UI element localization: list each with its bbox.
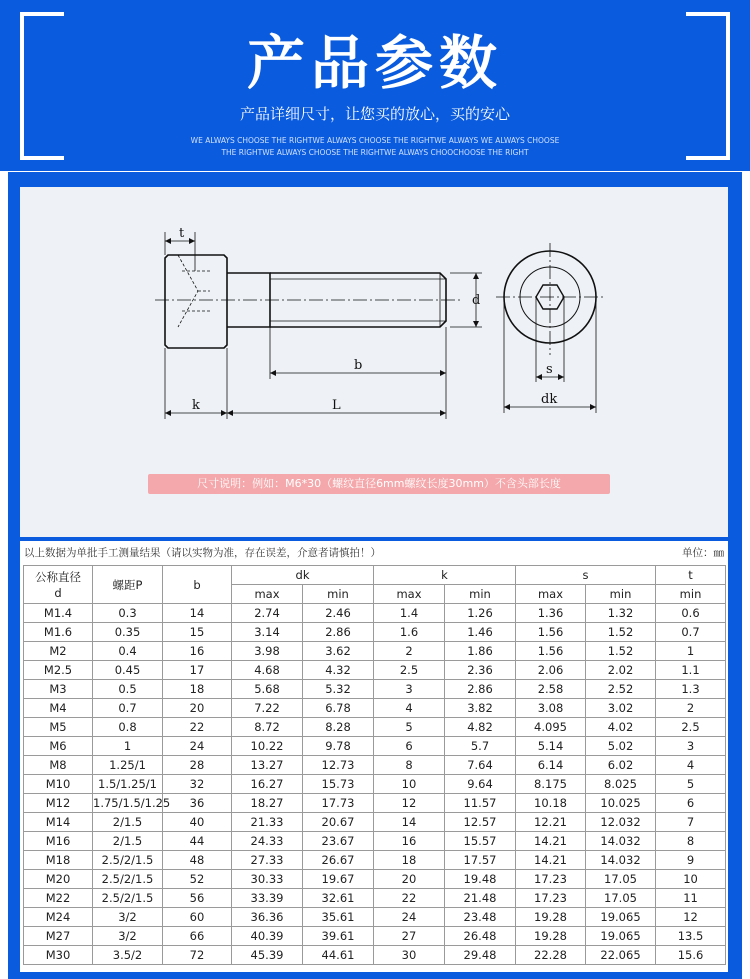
table-cell: 3/2 (93, 908, 163, 927)
table-cell: M6 (24, 737, 93, 756)
table-cell: 8.72 (232, 718, 303, 737)
table-cell: 2.36 (445, 661, 516, 680)
table-cell: M8 (24, 756, 93, 775)
table-cell: 18.27 (232, 794, 303, 813)
table-cell: 1.52 (586, 642, 656, 661)
table-cell: 2.86 (445, 680, 516, 699)
header-k-min: min (445, 585, 516, 604)
measurement-disclaimer: 以上数据为单批手工测量结果（请以实物为准，存在误差，介意者请慎拍！） (24, 547, 381, 559)
table-cell: 0.35 (93, 623, 163, 642)
table-cell: 10 (374, 775, 445, 794)
table-cell: 2.5 (656, 718, 726, 737)
table-cell: 4.82 (445, 718, 516, 737)
table-cell: 28 (163, 756, 232, 775)
table-cell: 36 (163, 794, 232, 813)
page-subtitle: 产品详细尺寸，让您买的放心，买的安心 (239, 105, 510, 123)
table-row (24, 642, 726, 661)
table-cell: 12 (656, 908, 726, 927)
table-cell: 72 (163, 946, 232, 965)
table-cell: 1.5/1.25/1 (93, 775, 163, 794)
table-cell: 14.21 (516, 832, 586, 851)
table-cell: 0.4 (93, 642, 163, 661)
table-cell: 0.3 (93, 604, 163, 623)
table-cell: 0.5 (93, 680, 163, 699)
table-cell: 33.39 (232, 889, 303, 908)
table-row (24, 756, 726, 775)
table-cell: 3 (656, 737, 726, 756)
table-cell: 2.58 (516, 680, 586, 699)
table-cell: 20 (374, 870, 445, 889)
table-cell: M18 (24, 851, 93, 870)
table-cell: 6 (374, 737, 445, 756)
table-cell: 12.032 (586, 813, 656, 832)
table-cell: 19.28 (516, 908, 586, 927)
table-cell: M12 (24, 794, 93, 813)
table-row (24, 718, 726, 737)
table-cell: 2/1.5 (93, 813, 163, 832)
table-cell: M20 (24, 870, 93, 889)
table-cell: 5.32 (303, 680, 374, 699)
table-cell: 22.065 (586, 946, 656, 965)
table-cell: 5.14 (516, 737, 586, 756)
table-row (24, 813, 726, 832)
table-cell: 2.5 (374, 661, 445, 680)
header-t: t (656, 566, 726, 585)
header-s: s (516, 566, 656, 585)
page-title: 产品参数 (246, 29, 503, 97)
table-cell: 9.78 (303, 737, 374, 756)
table-cell: 40.39 (232, 927, 303, 946)
table-cell: 23.48 (445, 908, 516, 927)
table-cell: 17.57 (445, 851, 516, 870)
table-cell: 12.21 (516, 813, 586, 832)
table-cell: 60 (163, 908, 232, 927)
table-cell: 21.33 (232, 813, 303, 832)
table-cell: 52 (163, 870, 232, 889)
table-cell: 24 (163, 737, 232, 756)
table-cell: M2.5 (24, 661, 93, 680)
header-pitch: 螺距P (93, 566, 163, 604)
table-cell: 1 (93, 737, 163, 756)
table-cell: 16 (163, 642, 232, 661)
table-cell: 3.98 (232, 642, 303, 661)
table-cell: 29.48 (445, 946, 516, 965)
table-row (24, 623, 726, 642)
table-cell: 1.1 (656, 661, 726, 680)
table-cell: 26.48 (445, 927, 516, 946)
dim-label-L: L (332, 398, 341, 413)
table-cell: 13.27 (232, 756, 303, 775)
table-cell: 22 (374, 889, 445, 908)
table-cell: 17.73 (303, 794, 374, 813)
table-cell: 35.61 (303, 908, 374, 927)
table-cell: 7.22 (232, 699, 303, 718)
table-cell: 1.3 (656, 680, 726, 699)
table-cell: 5.7 (445, 737, 516, 756)
spec-table-body (24, 604, 726, 965)
table-cell: 30.33 (232, 870, 303, 889)
table-row (24, 927, 726, 946)
table-cell: 1 (656, 642, 726, 661)
table-cell: M4 (24, 699, 93, 718)
table-cell: 18 (163, 680, 232, 699)
table-cell: 1.32 (586, 604, 656, 623)
table-cell: 15.57 (445, 832, 516, 851)
table-row (24, 699, 726, 718)
table-cell: 1.56 (516, 623, 586, 642)
header-k: k (374, 566, 516, 585)
table-cell: 19.48 (445, 870, 516, 889)
dim-label-dk: dk (541, 392, 558, 407)
table-cell: 1.25/1 (93, 756, 163, 775)
table-cell: 2.5/2/1.5 (93, 889, 163, 908)
table-cell: 12 (374, 794, 445, 813)
table-cell: M10 (24, 775, 93, 794)
table-cell: 12.57 (445, 813, 516, 832)
spec-table (23, 565, 726, 965)
table-cell: 2.52 (586, 680, 656, 699)
table-cell: 1.56 (516, 642, 586, 661)
table-cell: 2/1.5 (93, 832, 163, 851)
screw-head-outline (165, 255, 227, 348)
table-cell: 0.7 (656, 623, 726, 642)
table-cell: 14 (374, 813, 445, 832)
table-cell: 17 (163, 661, 232, 680)
dim-label-k: k (192, 398, 200, 413)
table-row (24, 775, 726, 794)
table-cell: 1.86 (445, 642, 516, 661)
table-cell: 3 (374, 680, 445, 699)
table-cell: 2.06 (516, 661, 586, 680)
header-t-min: min (656, 585, 726, 604)
table-cell: 4.32 (303, 661, 374, 680)
table-cell: 17.23 (516, 870, 586, 889)
table-cell: 44 (163, 832, 232, 851)
english-tagline-1: WE ALWAYS CHOOSE THE RIGHTWE ALWAYS CHOOSE THE RIGHTWE ALWAYS WE ALWAYS CHOOSE (190, 136, 560, 145)
table-cell: 1.46 (445, 623, 516, 642)
table-cell: M16 (24, 832, 93, 851)
table-cell: 8.175 (516, 775, 586, 794)
table-cell: 2.74 (232, 604, 303, 623)
header-spec: 公称直径 d (24, 566, 93, 604)
table-cell: 19.065 (586, 927, 656, 946)
spec-table-section (20, 541, 728, 972)
table-cell: 10.18 (516, 794, 586, 813)
table-cell: 17.05 (586, 889, 656, 908)
table-cell: 1.26 (445, 604, 516, 623)
table-cell: 30 (374, 946, 445, 965)
table-cell: 32 (163, 775, 232, 794)
table-cell: 8.025 (586, 775, 656, 794)
table-cell: 24 (374, 908, 445, 927)
size-note-banner: 尺寸说明：例如：M6*30（螺纹直径6mm螺纹长度30mm）不含头部长度 (148, 474, 610, 494)
table-cell: 23.67 (303, 832, 374, 851)
table-cell: 7.64 (445, 756, 516, 775)
header-dk: dk (232, 566, 374, 585)
table-cell: 11.57 (445, 794, 516, 813)
table-cell: 13.5 (656, 927, 726, 946)
dim-label-s: s (546, 362, 553, 377)
table-cell: 10.025 (586, 794, 656, 813)
table-cell: 2.5/2/1.5 (93, 870, 163, 889)
table-cell: 1.36 (516, 604, 586, 623)
table-cell: 20.67 (303, 813, 374, 832)
table-row (24, 851, 726, 870)
table-cell: 14.21 (516, 851, 586, 870)
table-cell: 1.4 (374, 604, 445, 623)
table-cell: 12.73 (303, 756, 374, 775)
table-cell: 22 (163, 718, 232, 737)
table-row (24, 870, 726, 889)
table-cell: 15.6 (656, 946, 726, 965)
table-row (24, 946, 726, 965)
table-cell: 3.5/2 (93, 946, 163, 965)
table-cell: 5 (374, 718, 445, 737)
table-cell: M22 (24, 889, 93, 908)
table-cell: 19.065 (586, 908, 656, 927)
header-dk-max: max (232, 585, 303, 604)
header-b: b (163, 566, 232, 604)
table-cell: 40 (163, 813, 232, 832)
table-cell: 19.67 (303, 870, 374, 889)
table-cell: 0.45 (93, 661, 163, 680)
table-cell: 56 (163, 889, 232, 908)
dim-label-d: d (472, 293, 481, 308)
table-cell: 10.22 (232, 737, 303, 756)
table-cell: 10 (656, 870, 726, 889)
table-cell: 2.46 (303, 604, 374, 623)
table-cell: 17.05 (586, 870, 656, 889)
table-cell: M3 (24, 680, 93, 699)
table-row (24, 661, 726, 680)
table-cell: 19.28 (516, 927, 586, 946)
header-banner (0, 0, 750, 171)
table-cell: 2.02 (586, 661, 656, 680)
table-cell: 15.73 (303, 775, 374, 794)
table-row (24, 832, 726, 851)
table-cell: 26.67 (303, 851, 374, 870)
header-s-max: max (516, 585, 586, 604)
table-row (24, 737, 726, 756)
table-cell: 4.68 (232, 661, 303, 680)
table-cell: 66 (163, 927, 232, 946)
table-cell: 9.64 (445, 775, 516, 794)
table-cell: M2 (24, 642, 93, 661)
table-cell: 39.61 (303, 927, 374, 946)
table-cell: 3/2 (93, 927, 163, 946)
table-cell: 0.6 (656, 604, 726, 623)
header-dk-min: min (303, 585, 374, 604)
table-cell: 7 (656, 813, 726, 832)
table-cell: 45.39 (232, 946, 303, 965)
table-cell: M27 (24, 927, 93, 946)
table-cell: 5.68 (232, 680, 303, 699)
table-cell: 16.27 (232, 775, 303, 794)
english-tagline-2: THE RIGHTWE ALWAYS CHOOSE THE RIGHTWE ALWAYS CHOOCHOOSE THE RIGHT (221, 148, 529, 157)
header-k-max: max (374, 585, 445, 604)
dim-label-b: b (354, 358, 363, 373)
table-cell: 3.08 (516, 699, 586, 718)
table-cell: 6.02 (586, 756, 656, 775)
table-cell: M5 (24, 718, 93, 737)
table-cell: M1.4 (24, 604, 93, 623)
table-cell: 14.032 (586, 832, 656, 851)
table-cell: M14 (24, 813, 93, 832)
table-cell: 4.095 (516, 718, 586, 737)
table-cell: 4.02 (586, 718, 656, 737)
table-cell: 48 (163, 851, 232, 870)
table-cell: 14.032 (586, 851, 656, 870)
table-cell: 0.8 (93, 718, 163, 737)
table-row (24, 604, 726, 623)
table-cell: 1.75/1.5/1.25 (93, 794, 163, 813)
table-cell: 6 (656, 794, 726, 813)
table-cell: 8 (656, 832, 726, 851)
table-cell: 27 (374, 927, 445, 946)
table-cell: 6.78 (303, 699, 374, 718)
table-cell: 3.82 (445, 699, 516, 718)
table-cell: 5.02 (586, 737, 656, 756)
table-cell: M30 (24, 946, 93, 965)
table-cell: 27.33 (232, 851, 303, 870)
table-cell: 2.86 (303, 623, 374, 642)
table-cell: 18 (374, 851, 445, 870)
table-cell: 0.7 (93, 699, 163, 718)
table-cell: 36.36 (232, 908, 303, 927)
table-cell: 3.02 (586, 699, 656, 718)
table-cell: 32.61 (303, 889, 374, 908)
dim-label-t: t (179, 226, 185, 241)
table-cell: 16 (374, 832, 445, 851)
table-cell: 21.48 (445, 889, 516, 908)
table-cell: M24 (24, 908, 93, 927)
table-row (24, 908, 726, 927)
table-row (24, 794, 726, 813)
table-cell: 1.52 (586, 623, 656, 642)
table-cell: 24.33 (232, 832, 303, 851)
table-cell: 2.5/2/1.5 (93, 851, 163, 870)
header-s-min: min (586, 585, 656, 604)
table-cell: 4 (656, 756, 726, 775)
table-cell: 8.28 (303, 718, 374, 737)
table-cell: 9 (656, 851, 726, 870)
table-cell: 8 (374, 756, 445, 775)
table-cell: 44.61 (303, 946, 374, 965)
table-cell: 11 (656, 889, 726, 908)
table-cell: 5 (656, 775, 726, 794)
table-cell: 20 (163, 699, 232, 718)
table-cell: 1.6 (374, 623, 445, 642)
table-row (24, 680, 726, 699)
table-row (24, 889, 726, 908)
table-cell: 15 (163, 623, 232, 642)
table-cell: 3.62 (303, 642, 374, 661)
unit-label: 单位：㎜ (682, 547, 724, 559)
table-cell: 14 (163, 604, 232, 623)
table-cell: 3.14 (232, 623, 303, 642)
table-cell: 6.14 (516, 756, 586, 775)
table-cell: 22.28 (516, 946, 586, 965)
table-cell: 4 (374, 699, 445, 718)
table-cell: 2 (374, 642, 445, 661)
table-cell: 2 (656, 699, 726, 718)
table-cell: 17.23 (516, 889, 586, 908)
table-cell: M1.6 (24, 623, 93, 642)
